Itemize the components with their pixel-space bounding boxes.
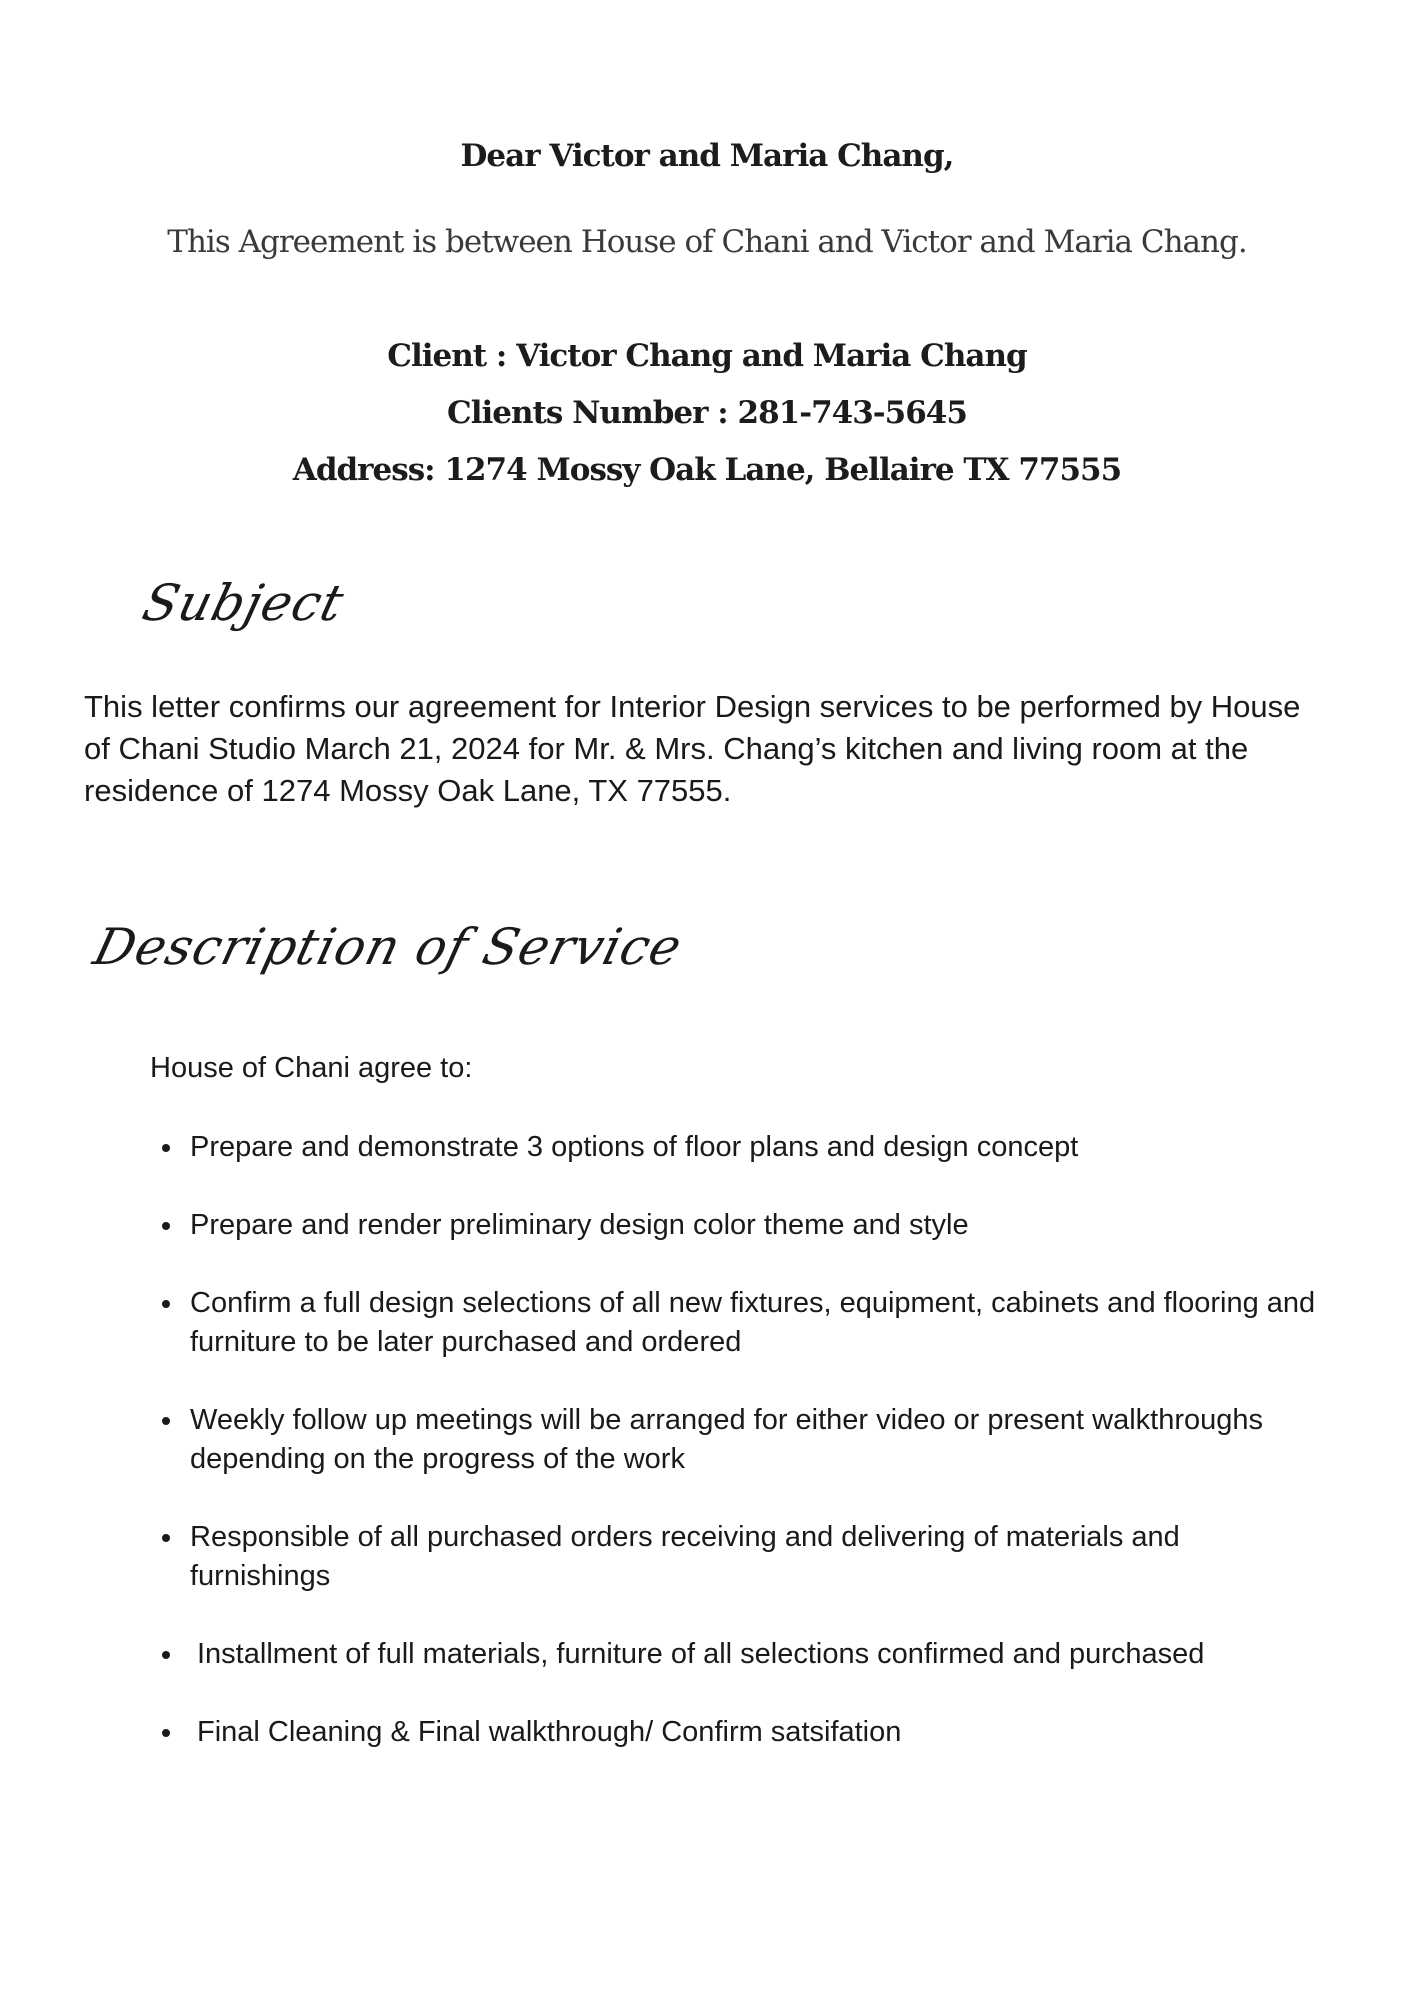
greeting-line: Dear Victor and Maria Chang, (460, 138, 954, 174)
bullet-icon (162, 1300, 170, 1308)
service-item (158, 1518, 1328, 1596)
service-item-text: Installment of full materials, furniture of all selections confirmed and purchased (197, 1638, 1205, 1670)
bullet-icon (162, 1534, 170, 1542)
service-item-text: Prepare and render preliminary design color theme and style (190, 1209, 969, 1241)
bullet-icon (162, 1144, 170, 1152)
client-address: Address: 1274 Mossy Oak Lane, Bellaire TX 77555 (292, 452, 1122, 488)
bullet-icon (162, 1729, 170, 1737)
service-item (158, 1713, 1328, 1752)
service-item-text: Prepare and demonstrate 3 options of floor plans and design concept (190, 1131, 1079, 1163)
service-item (158, 1635, 1328, 1674)
agreement-intro: This Agreement is between House of Chani and Victor and Maria Chang. (167, 224, 1247, 260)
bullet-icon (162, 1222, 170, 1230)
subject-body: This letter confirms our agreement for Interior Design services to be performed by House of Chani Studio March 21, 2024 for Mr. & Mrs. Chang’s kitchen and living room at the residence of 1274 Mossy Oak Lane, TX 77555. (84, 689, 1301, 808)
description-heading: Description of Service (88, 918, 689, 976)
service-item (158, 1401, 1328, 1479)
subject-heading: Subject (137, 574, 351, 632)
service-intro: House of Chani agree to: (150, 1052, 473, 1084)
client-number: Clients Number : 281-743-5645 (447, 395, 967, 431)
bullet-icon (162, 1651, 170, 1659)
client-name: Client : Victor Chang and Maria Chang (387, 338, 1027, 374)
service-item (158, 1206, 1328, 1245)
service-item (158, 1128, 1328, 1167)
service-list (158, 1128, 1328, 1791)
service-item-text: Responsible of all purchased orders receiving and delivering of materials and furnishings (190, 1521, 1180, 1592)
service-item-text: Weekly follow up meetings will be arranged for either video or present walkthroughs depending on the progress of the work (190, 1404, 1264, 1475)
service-item-text: Confirm a full design selections of all new fixtures, equipment, cabinets and flooring and furniture to be later purchased and ordered (190, 1287, 1316, 1358)
bullet-icon (162, 1417, 170, 1425)
service-item (158, 1284, 1328, 1362)
service-item-text: Final Cleaning & Final walkthrough/ Confirm satsifation (197, 1716, 902, 1748)
